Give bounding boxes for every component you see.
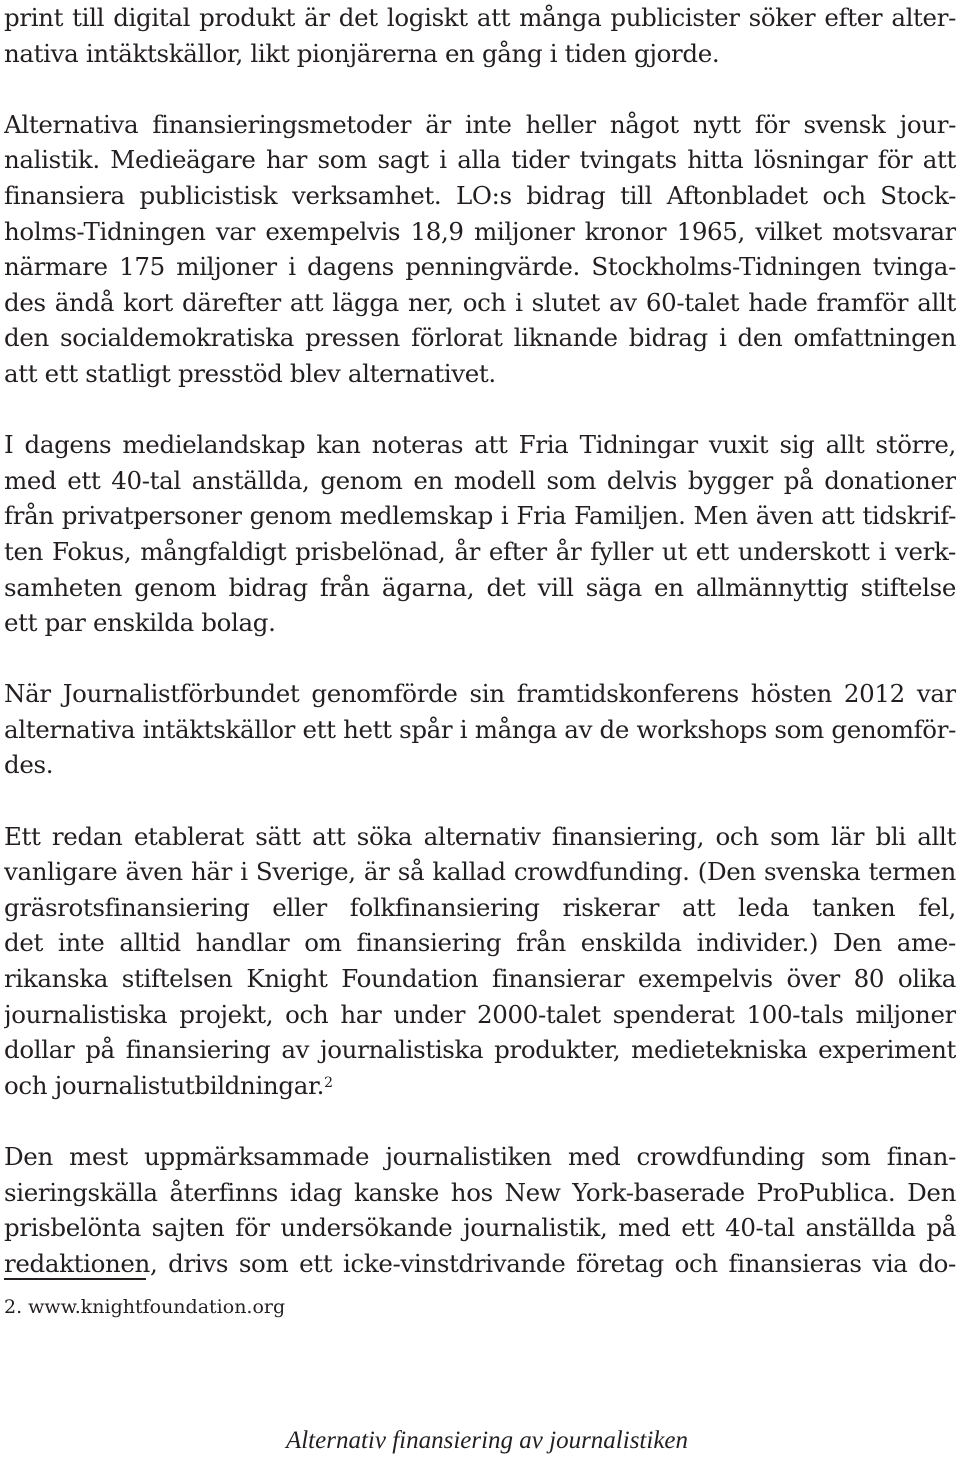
text-line: prisbelönta sajten för undersökande journalistik, med ett 40-tal anställda på [4, 1213, 956, 1243]
footnote-divider [4, 1278, 146, 1280]
text-line: ett par enskilda bolag. [4, 608, 276, 638]
text-line: ten Fokus, mångfaldigt prisbelönad, år efter år fyller ut ett underskott i verk- [4, 536, 956, 566]
text-line: Alternativa finansieringsmetoder är inte heller något nytt för svensk jour- [4, 109, 956, 139]
text-line: nativa intäktskällor, likt pionjärerna en gång i tiden gjorde. [4, 38, 720, 68]
text-line: I dagens medielandskap kan noteras att Fria Tidningar vuxit sig allt större, [4, 430, 956, 460]
text-line: redaktionen, drivs som ett icke-vinstdrivande företag och finansieras via do- [4, 1248, 956, 1278]
paragraph [4, 819, 956, 1104]
text-line: alternativa intäktskällor ett hett spår i många av de workshops som genomför- [4, 714, 956, 744]
text-line: från privatpersoner genom medlemskap i Fria Familjen. Men även att tidskrif- [4, 501, 956, 531]
paragraph [4, 0, 956, 71]
text-line: finansiera publicistisk verksamhet. LO:s bidrag till Aftonbladet och Stock- [4, 180, 956, 210]
text-line: print till digital produkt är det logiskt att många publicister söker efter alter- [4, 3, 956, 32]
text-line: Den mest uppmärksammade journalistiken med crowdfunding som finan- [4, 1142, 956, 1171]
running-footer-title: Alternativ finansiering av journalistiken [285, 1427, 689, 1454]
text-line: vanligare även här i Sverige, är så kallad crowdfunding. (Den svenska termen [4, 857, 956, 887]
text-line-content: och journalistutbildningar. [4, 1070, 325, 1100]
paragraph [4, 1139, 956, 1281]
paragraph [4, 676, 956, 783]
text-line: samheten genom bidrag från ägarna, det vill säga en allmännyttig stiftelse [4, 572, 956, 602]
text-line: sieringskälla återfinns idag kanske hos New York-baserade ProPublica. Den [4, 1177, 956, 1207]
text-line: rikanska stiftelsen Knight Foundation finansierar exempelvis över 80 olika [4, 964, 956, 994]
text-line: det inte alltid handlar om finansiering från enskilda individer.) Den ame- [4, 928, 956, 958]
text-line: gräsrotsfinansiering eller folkfinansiering riskerar att leda tanken fel, [4, 892, 956, 922]
text-line: journalistiska projekt, och har under 2000-talet spenderat 100-tals miljoner [4, 999, 956, 1029]
footnote-reference: 2 [324, 1074, 333, 1091]
text-line: med ett 40-tal anställda, genom en modell som delvis bygger på donationer [4, 465, 956, 495]
paragraph [4, 107, 956, 392]
text-line: holms-Tidningen var exempelvis 18,9 miljoner kronor 1965, vilket motsvarar [4, 216, 956, 246]
text-line: des ändå kort därefter att lägga ner, och i slutet av 60-talet hade framför allt [4, 287, 956, 317]
body-text [4, 0, 956, 1281]
footnote: 2. www.knightfoundation.org [4, 1296, 286, 1318]
text-line: dollar på finansiering av journalistiska produkter, medietekniska experiment [4, 1035, 956, 1065]
text-line: Ett redan etablerat sätt att söka alternativ finansiering, och som lär bli allt [4, 821, 956, 851]
text-line: att ett statligt presstöd blev alternativet. [4, 358, 496, 388]
paragraph [4, 427, 956, 641]
text-line [4, 1068, 956, 1104]
text-line: När Journalistförbundet genomförde sin framtidskonferens hösten 2012 var [4, 679, 956, 709]
text-line: närmare 175 miljoner i dagens penningvärde. Stockholms-Tidningen tvinga- [4, 252, 956, 282]
text-line: den socialdemokratiska pressen förlorat liknande bidrag i den omfattningen [4, 323, 956, 353]
text-line: des. [4, 750, 54, 780]
text-line: nalistik. Medieägare har som sagt i alla tider tvingats hitta lösningar för att [4, 145, 956, 175]
